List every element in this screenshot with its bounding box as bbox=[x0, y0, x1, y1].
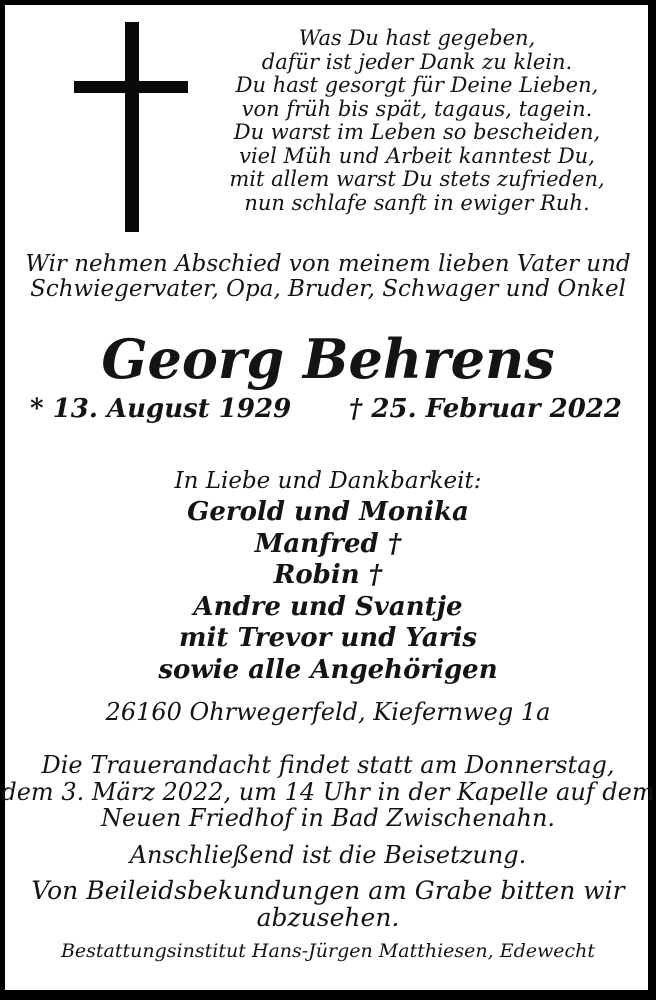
family-line: Manfred † bbox=[254, 528, 402, 559]
deceased-name: Georg Behrens bbox=[101, 327, 555, 391]
intro-line: Schwiegervater, Opa, Bruder, Schwager und Onkel bbox=[30, 275, 626, 302]
life-dates bbox=[0, 394, 656, 424]
family-line: Robin † bbox=[273, 560, 383, 590]
poem-line: von früh bis spät, tagaus, tagein. bbox=[241, 96, 593, 121]
dedication-line: In Liebe und Dankbarkeit: bbox=[174, 468, 482, 494]
intro-line: Wir nehmen Abschied von meinem lieben Vater und bbox=[25, 251, 631, 277]
cross-horizontal-bar bbox=[74, 81, 188, 93]
poem-line: Was Du hast gegeben, bbox=[298, 26, 536, 50]
poem-line: viel Müh und Arbeit kanntest Du, bbox=[239, 143, 595, 168]
service-line: Neuen Friedhof in Bad Zwischenahn. bbox=[100, 804, 556, 832]
memorial-poem bbox=[178, 27, 656, 215]
poem-line: Du warst im Leben so bescheiden, bbox=[233, 120, 601, 144]
poem-line: nun schlafe sanft in ewiger Ruh. bbox=[244, 190, 590, 215]
funeral-home-credit: Bestattungsinstitut Hans-Jürgen Matthiesen, Edewecht bbox=[60, 940, 596, 962]
address-line: 26160 Ohrwegerfeld, Kiefernweg 1a bbox=[105, 698, 551, 726]
death-date: † 25. Februar 2022 bbox=[348, 394, 622, 424]
burial-note: Anschließend ist die Beisetzung. bbox=[129, 841, 527, 869]
family-line: Gerold und Monika bbox=[187, 497, 469, 527]
service-line: Die Trauerandacht findet statt am Donnerstag, bbox=[41, 751, 615, 779]
family-line: sowie alle Angehörigen bbox=[158, 654, 498, 685]
mourning-family-list bbox=[0, 497, 656, 686]
service-info bbox=[0, 752, 656, 832]
family-line: mit Trevor und Yaris bbox=[179, 623, 477, 653]
poem-line: dafür ist jeder Dank zu klein. bbox=[261, 49, 573, 74]
farewell-intro bbox=[0, 252, 656, 301]
condolence-note: Von Beileidsbekundungen am Grabe bitten wir abzusehen. bbox=[31, 876, 625, 932]
birth-date: * 13. August 1929 bbox=[30, 394, 292, 424]
poem-line: Du hast gesorgt für Deine Lieben, bbox=[235, 73, 599, 97]
poem-line: mit allem warst Du stets zufrieden, bbox=[229, 167, 605, 191]
service-line: dem 3. März 2022, um 14 Uhr in der Kapelle auf dem bbox=[1, 777, 655, 806]
family-line: Andre und Svantje bbox=[193, 591, 463, 622]
cross-vertical-bar bbox=[125, 22, 139, 232]
